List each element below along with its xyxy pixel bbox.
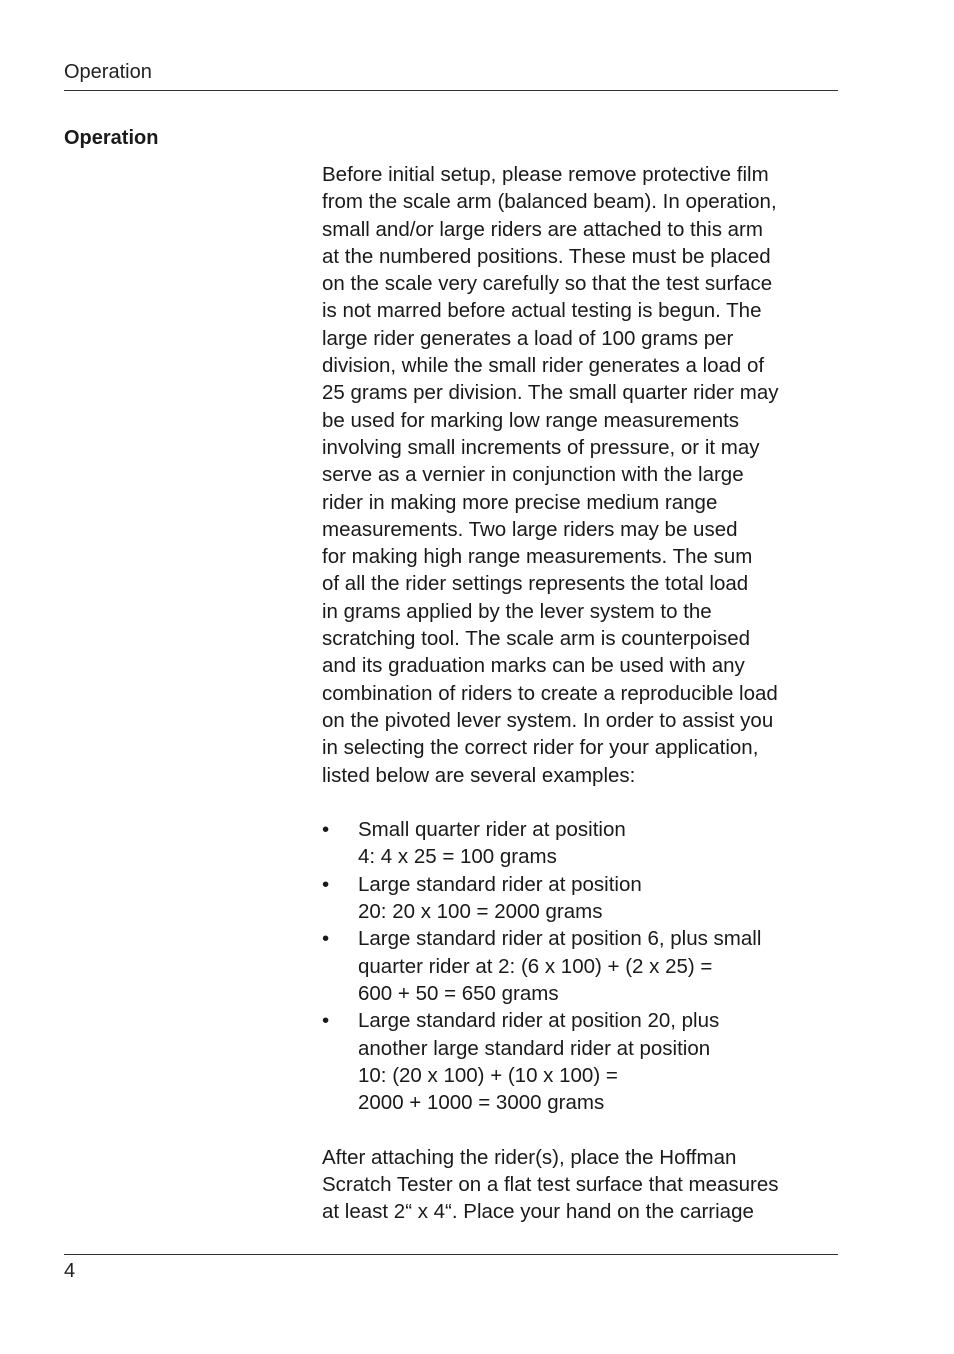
running-header: Operation bbox=[64, 61, 152, 83]
list-item bbox=[322, 925, 852, 1007]
page-number: 4 bbox=[64, 1260, 76, 1282]
closing-paragraph: After attaching the rider(s), place the Hoffman Scratch Tester on a flat test surface that measures at least 2“ x 4“. Place your hand on the carriage bbox=[322, 1145, 779, 1224]
list-item-text: Small quarter rider at position 4: 4 x 25 = 100 grams bbox=[358, 818, 626, 869]
intro-paragraph: Before initial setup, please remove protective film from the scale arm (balanced beam). In operation, small and/or large riders are attached to this arm at the numbered positions. These must be placed on the scale very carefully so that the test surface is not marred before actual testing is begun. The large rider generates a load of 100 grams per division, while the small rider generates a load of 25 grams per division. The small quarter rider may be used for marking low range measurements involving small increments of pressure, or it may serve as a vernier in conjunction with the large rider in making more precise medium range measurements. Two large riders may be used for making high range measurements. The sum of all the rider settings represents the total load in grams applied by the lever system to the scratching tool. The scale arm is counterpoised and its graduation marks can be used with any combination of riders to create a reproducible load on the pivoted lever system. In order to assist you in selecting the correct rider for your application, listed below are several examples: bbox=[322, 163, 779, 787]
list-item bbox=[322, 816, 852, 871]
bullet-icon: • bbox=[322, 818, 330, 842]
list-item bbox=[322, 1007, 852, 1116]
list-item-text: Large standard rider at position 20, plus another large standard rider at position 10: (20 x 100) + (10 x 100) = 2000 + 1000 = 3000 grams bbox=[358, 1009, 720, 1115]
bullet-icon: • bbox=[322, 927, 330, 951]
section-title: Operation bbox=[64, 127, 159, 149]
paragraph-spacer bbox=[322, 1116, 852, 1143]
body-column bbox=[322, 161, 852, 1226]
list-item bbox=[322, 871, 852, 926]
list-item-text: Large standard rider at position 20: 20 x 100 = 2000 grams bbox=[358, 872, 642, 924]
footer-divider bbox=[64, 1254, 838, 1255]
examples-list bbox=[322, 816, 852, 1116]
bullet-icon: • bbox=[322, 1009, 330, 1033]
list-item-text: Large standard rider at position 6, plus small quarter rider at 2: (6 x 100) + (2 x 25) = 600 + 50 = 650 grams bbox=[358, 927, 762, 1005]
bullet-icon: • bbox=[322, 872, 330, 896]
paragraph-spacer bbox=[322, 789, 852, 816]
header-divider bbox=[64, 90, 838, 91]
